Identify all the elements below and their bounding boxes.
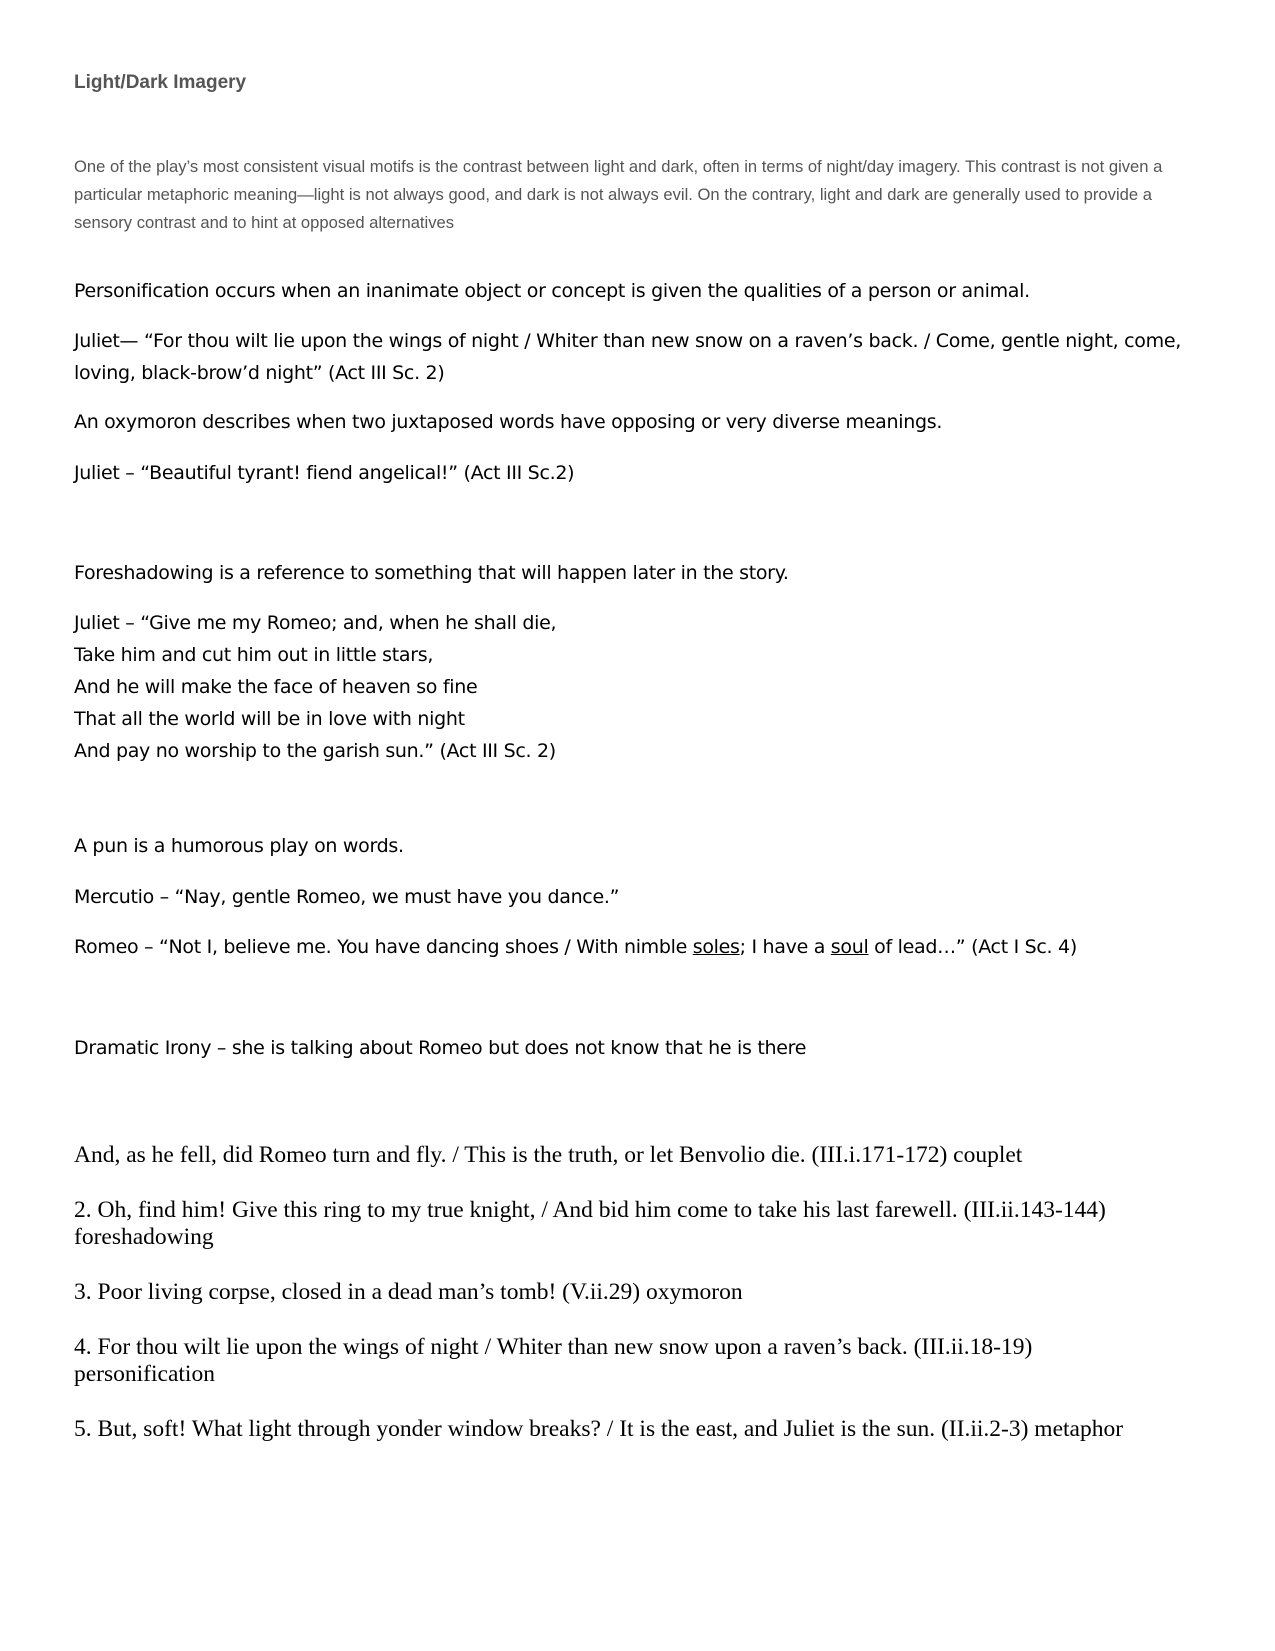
dramatic-irony-note: Dramatic Irony – she is talking about Romeo but does not know that he is there [74, 1037, 807, 1059]
mercutio-quote: Mercutio – “Nay, gentle Romeo, we must have you dance.” [74, 886, 620, 908]
quote-text: Romeo – “Not I, believe me. You have dancing shoes / With nimble [74, 936, 693, 958]
personification-definition: Personification occurs when an inanimate object or concept is given the qualities of a person or animal. [74, 280, 1030, 302]
example-line: 4. For thou wilt lie upon the wings of night / Whiter than new snow upon a raven’s back. (III.ii.18-19) [74, 1334, 1033, 1360]
page-title: Light/Dark Imagery [74, 72, 247, 93]
quote-line: loving, black-brow’d night” (Act III Sc. 2) [74, 362, 445, 384]
example-line: 3. Poor living corpse, closed in a dead man’s tomb! (V.ii.29) oxymoron [74, 1279, 743, 1305]
oxymoron-quote: Juliet – “Beautiful tyrant! fiend angelical!” (Act III Sc.2) [74, 462, 575, 484]
example-line: personification [74, 1361, 215, 1387]
personification-quote [74, 325, 1181, 389]
quote-text: of lead…” (Act I Sc. 4) [868, 936, 1077, 958]
example-item [74, 1334, 1032, 1388]
example-item [74, 1416, 1123, 1443]
example-line: foreshadowing [74, 1224, 214, 1250]
example-item [74, 1142, 1022, 1169]
quote-line: Juliet— “For thou wilt lie upon the wings of night / Whiter than new snow on a raven’s back. / Come, gentle night, come, [74, 330, 1181, 352]
oxymoron-definition: An oxymoron describes when two juxtaposed words have opposing or very diverse meanings. [74, 411, 943, 433]
pun-definition: A pun is a humorous play on words. [74, 835, 404, 857]
example-line: And, as he fell, did Romeo turn and fly. / This is the truth, or let Benvolio die. (III.i.171-172) couplet [74, 1142, 1023, 1168]
verse-line: And pay no worship to the garish sun.” (Act III Sc. 2) [74, 740, 556, 762]
verse-line: That all the world will be in love with night [74, 708, 465, 730]
foreshadowing-quote [74, 607, 556, 767]
example-item [74, 1197, 1106, 1251]
underlined-word: soles [692, 936, 740, 958]
foreshadowing-definition: Foreshadowing is a reference to something that will happen later in the story. [74, 562, 789, 584]
verse-line: Take him and cut him out in little stars, [74, 644, 434, 666]
example-line: 5. But, soft! What light through yonder window breaks? / It is the east, and Juliet is the sun. (II.ii.2-3) metaphor [74, 1416, 1124, 1442]
romeo-quote [74, 931, 1077, 963]
quote-text: ; I have a [739, 936, 831, 958]
underlined-word: soul [830, 936, 869, 958]
verse-line: Juliet – “Give me my Romeo; and, when he shall die, [74, 612, 557, 634]
intro-paragraph: One of the play’s most consistent visual motifs is the contrast between light and dark, often in terms of night/day imagery. This contrast is not given a particular metaphoric meaning—light is not always good, and dark is not always evil. On the contrary, light and dark are generally used to provide a sensory contrast and to hint at opposed alternatives [74, 157, 1163, 232]
verse-line: And he will make the face of heaven so fine [74, 676, 478, 698]
example-item [74, 1279, 743, 1306]
example-line: 2. Oh, find him! Give this ring to my true knight, / And bid him come to take his last farewell. (III.ii.143-144) [74, 1197, 1106, 1223]
